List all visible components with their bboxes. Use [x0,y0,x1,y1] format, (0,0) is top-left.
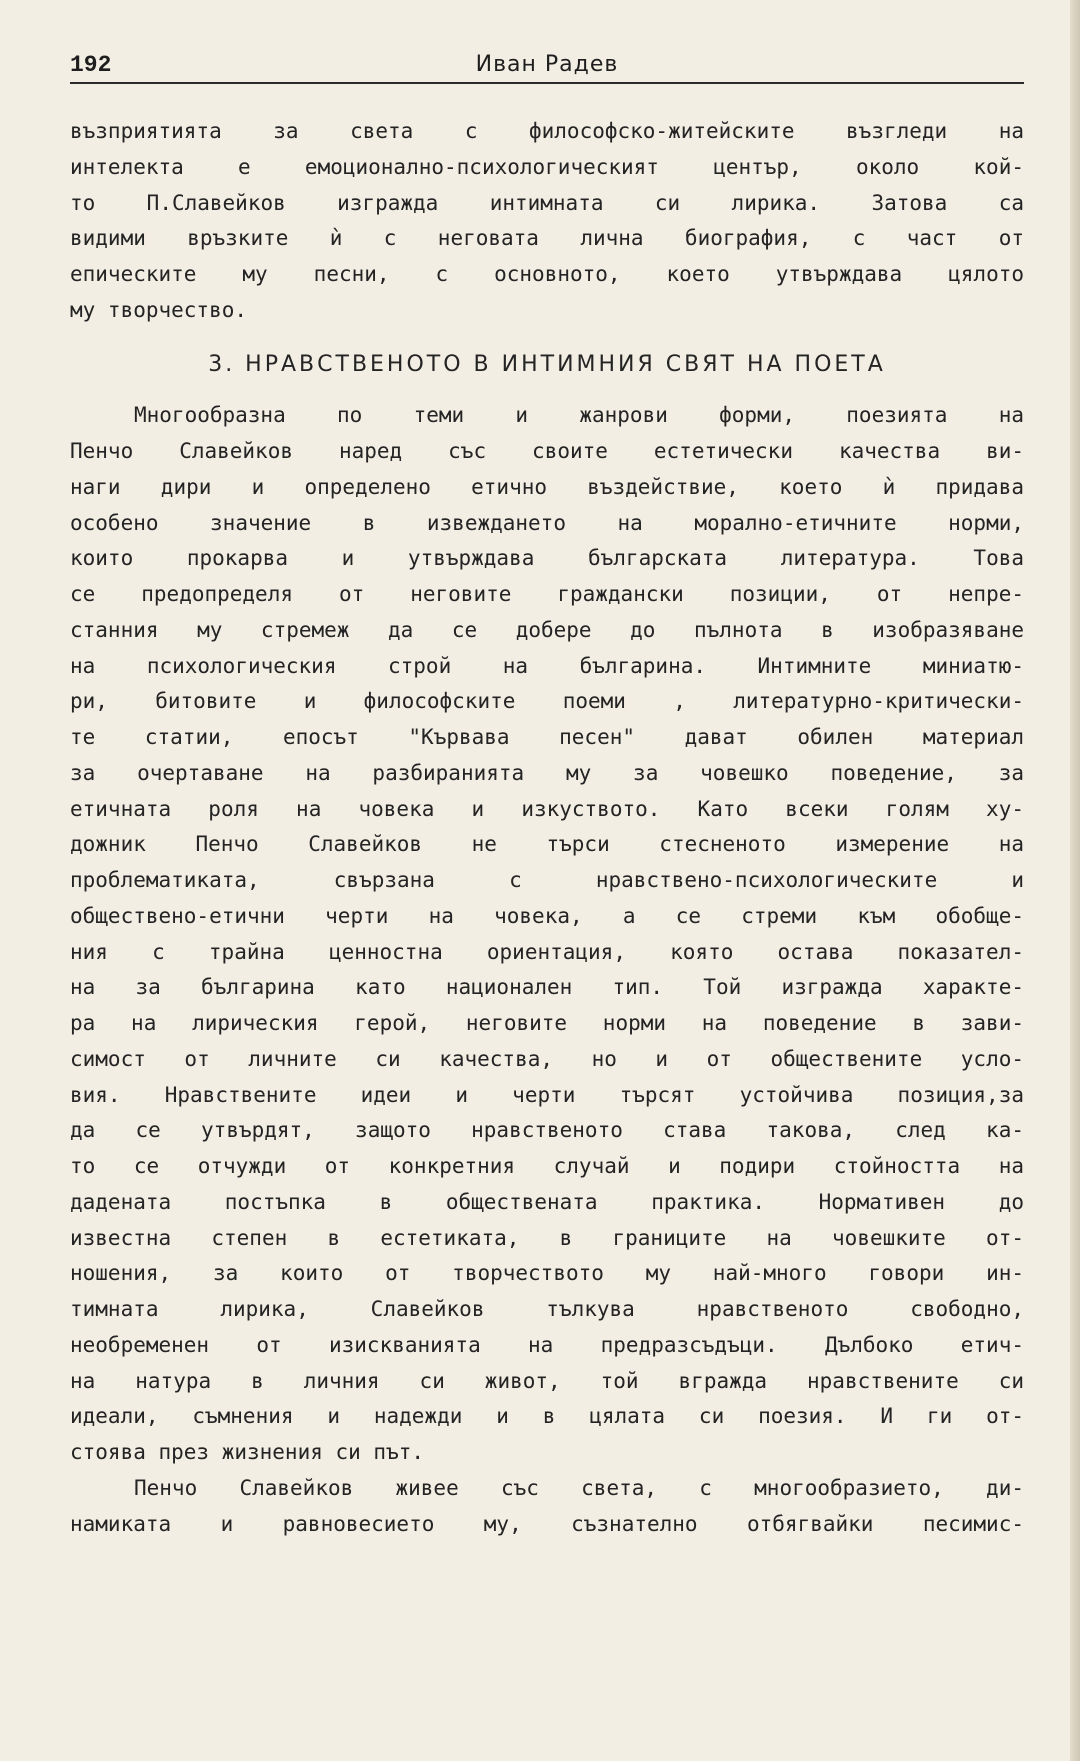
text-line: му творчество. [70,297,248,322]
text-line: епическите му песни, с основното, което утвърждава цялото [70,262,1024,286]
text-line: да се утвърдят, защото нравственото става такова, след ка- [70,1118,1024,1143]
body-text [70,114,1024,1542]
text-line: наги дири и определено етично въздействие, което ѝ придава [70,474,1024,499]
text-line: необременен от изискванията на предразсъдъци. Дълбоко етич- [70,1332,1024,1357]
text-line: проблематиката, свързана с нравствено-психологическите и [70,868,1024,892]
page-edge-shadow [1070,0,1080,1761]
text-line: които прокарва и утвърждава българската литература. Това [70,546,1024,571]
text-line: идеали, съмнения и надежди и в цялата си поезия. И ги от- [70,1404,1024,1429]
text-line: видими връзките ѝ с неговата лична биография, с част от [70,226,1024,251]
text-line: дожник Пенчо Славейков не търси стесненото измерение на [70,832,1024,857]
text-line: вия. Нравствените идеи и черти търсят устойчива позиция,за [70,1082,1024,1107]
paragraph [70,114,1024,329]
text-line: дадената постъпка в обществената практика. Нормативен до [70,1189,1024,1214]
text-line: на за българина като национален тип. Той изгражда характе- [70,975,1024,1000]
header-rule [70,82,1024,84]
text-line: стоява през жизнения си път. [70,1440,425,1464]
page-number: 192 [70,52,112,78]
text-line: особено значение в извеждането на морално-етичните норми, [70,510,1024,535]
text-line: Многообразна по теми и жанрови форми, поезията на [134,403,1024,428]
text-line: известна степен в естетиката, в границите на човешките от- [70,1225,1024,1250]
text-line: ния с трайна ценностна ориентация, която остава показател- [70,939,1024,964]
text-line: за очертаване на разбиранията му за човешко поведение, за [70,760,1024,785]
text-line: обществено-етични черти на човека, а се стреми към обобще- [70,903,1024,928]
text-line: възприятията за света с философско-житейските възгледи на [70,119,1024,143]
text-line: ношения, за които от творчеството му най-много говори ин- [70,1261,1024,1286]
text-line: етичната роля на човека и изкуството. Като всеки голям ху- [70,796,1024,821]
text-line: се предопределя от неговите граждански позиции, от непре- [70,582,1024,606]
text-line: тимната лирика, Славейков тълкува нравственото свободно, [70,1297,1024,1321]
text-line: то се отчужди от конкретния случай и подири стойността на [70,1154,1024,1178]
page-header [70,46,1024,86]
section-heading: 3. НРАВСТВЕНОТО В ИНТИМНИЯ СВЯТ НА ПОЕТА [208,351,886,377]
text-line: на психологическия строй на българина. Интимните миниатю- [70,653,1024,678]
text-line: Пенчо Славейков живее със света, с многообразието, ди- [134,1475,1024,1500]
paragraph [70,398,1024,1471]
text-line: те статии, епосът "Кървава песен" дават обилен материал [70,725,1024,749]
running-title: Иван Радев [475,52,619,77]
text-line: на натура в личния си живот, той вгражда нравствените си [70,1368,1024,1393]
text-line: станния му стремеж да се добере до пълнота в изобразяване [70,617,1024,642]
paragraph [70,1471,1024,1543]
text-line: интелекта е емоционално-психологическият център, около кой- [70,154,1024,179]
text-line: то П.Славейков изгражда интимната си лирика. Затова са [70,190,1024,215]
text-line: ри, битовите и философските поеми , литературно-критически- [70,689,1024,714]
text-line: ра на лирическия герой, неговите норми на поведение в зави- [70,1011,1024,1035]
text-line: Пенчо Славейков наред със своите естетически качества ви- [70,439,1024,463]
text-line: намиката и равновесието му, съзнателно отбягвайки песимис- [70,1511,1024,1536]
text-line: симост от личните си качества, но и от обществените усло- [70,1046,1024,1071]
